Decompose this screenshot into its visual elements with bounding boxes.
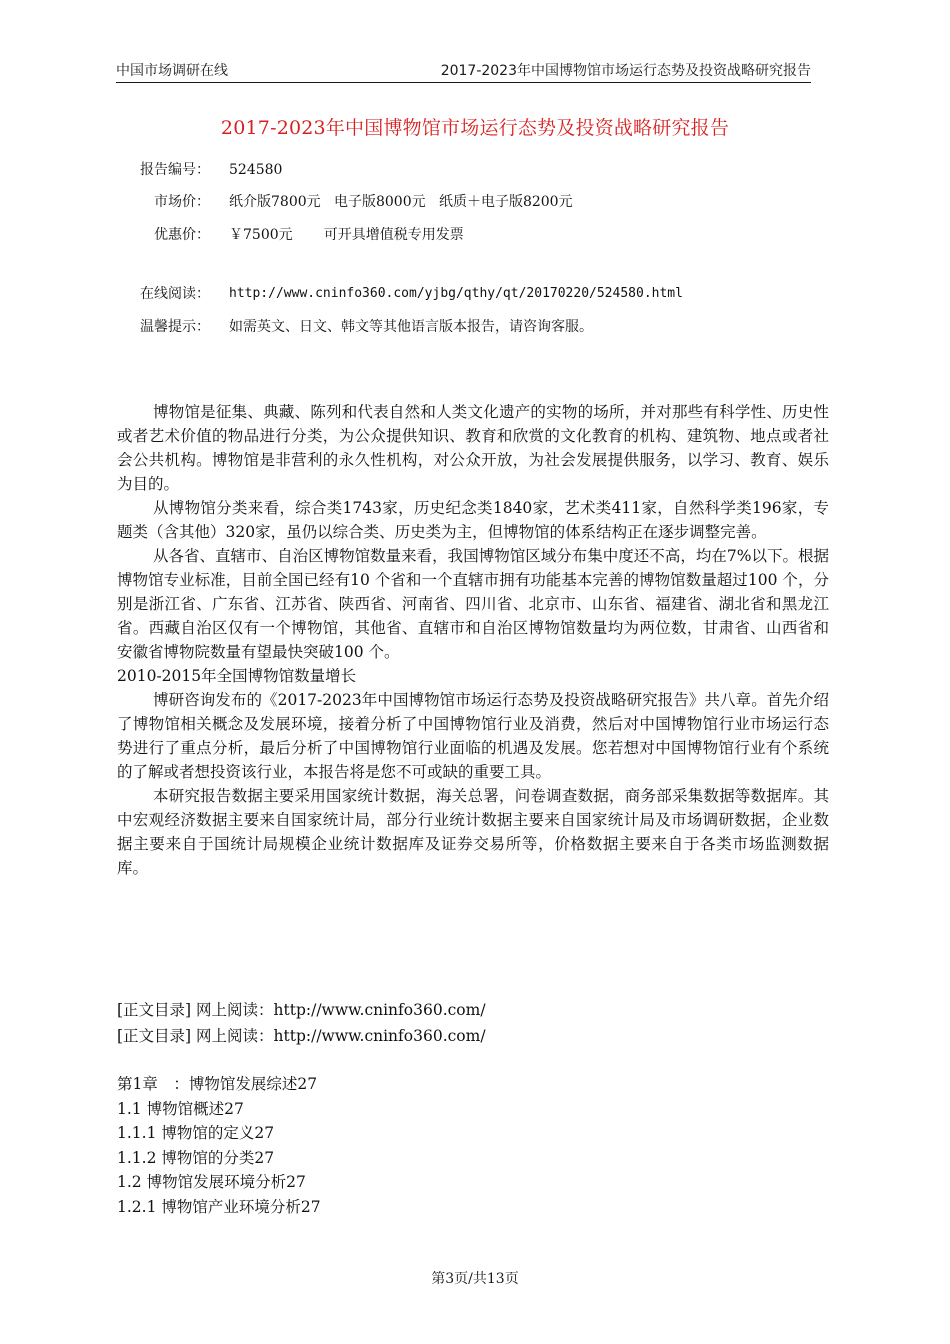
- meta-online: [0, 284, 950, 304]
- meta-discount-label: 优惠价：: [154, 227, 210, 243]
- toc-links: [117, 997, 486, 1049]
- report-body: [117, 400, 829, 880]
- body-paragraph-3: 从各省、直辖市、自治区博物馆数量来看，我国博物馆区域分布集中度还不高，均在7%以下。根据博物馆专业标准，目前全国已经有10 个省和一个直辖市拥有功能基本完善的博物馆数量超过100 个，分别是浙江省、广东省、江苏省、陕西省、河南省、四川省、北京市、山东省、福建省、湖北省和黑龙江省。西藏自治区仅有一个博物馆，其他省、直辖市和自治区博物馆数量均为两位数，甘肃省、山西省和安徽省博物院数量有望最快突破100 个。: [117, 547, 829, 661]
- meta-tip-value: 如需英文、日文、韩文等其他语言版本报告，请咨询客服。: [229, 319, 593, 335]
- meta-tip-label: 温馨提示：: [140, 319, 210, 335]
- page-header: [116, 60, 811, 83]
- body-paragraph-5: 本研究报告数据主要采用国家统计数据，海关总署，问卷调查数据，商务部采集数据等数据库。其中宏观经济数据主要来自国家统计局，部分行业统计数据主要来自国家统计局及市场调研数据，企业数据主要来自于国统计局规模企业统计数据库及证券交易所等，价格数据主要来自于各类市场监测数据库。: [117, 787, 829, 877]
- table-of-contents: [117, 1072, 321, 1219]
- toc-item: 1.2.1 博物馆产业环境分析27: [117, 1197, 321, 1216]
- meta-online-label: 在线阅读：: [140, 286, 210, 302]
- meta-discount-value: ￥7500元 可开具增值税专用发票: [229, 227, 464, 243]
- meta-report-no-label: 报告编号：: [140, 162, 210, 178]
- toc-link[interactable]: [正文目录] 网上阅读：http://www.cninfo360.com/: [117, 1027, 486, 1045]
- header-site-name: 中国市场调研在线: [116, 63, 228, 79]
- header-report-title: 2017-2023年中国博物馆市场运行态势及投资战略研究报告: [440, 63, 811, 79]
- meta-report-no-value: 524580: [229, 162, 283, 178]
- toc-link[interactable]: [正文目录] 网上阅读：http://www.cninfo360.com/: [117, 1001, 486, 1019]
- toc-item: 1.1.2 博物馆的分类27: [117, 1148, 275, 1167]
- report-title: 2017-2023年中国博物馆市场运行态势及投资战略研究报告: [220, 117, 730, 139]
- meta-price-label: 市场价：: [154, 194, 210, 210]
- toc-item: 1.2 博物馆发展环境分析27: [117, 1173, 306, 1191]
- meta-tip: [0, 317, 950, 337]
- body-paragraph-2: 从博物馆分类来看，综合类1743家，历史纪念类1840家，艺术类411家，自然科学类196家，专题类（含其他）320家，虽仍以综合类、历史类为主，但博物馆的体系结构正在逐步调整完善。: [117, 499, 829, 541]
- meta-discount: [0, 225, 950, 245]
- body-paragraph-4: 博研咨询发布的《2017-2023年中国博物馆市场运行态势及投资战略研究报告》共八章。首先介绍了博物馆相关概念及发展环境，接着分析了中国博物馆行业及消费，然后对中国博物馆行业市场运行态势进行了重点分析，最后分析了中国博物馆行业面临的机遇及发展。您若想对中国博物馆行业有个系统的了解或者想投资该行业，本报告将是您不可或缺的重要工具。: [117, 691, 829, 781]
- toc-item: 1.1 博物馆概述27: [117, 1099, 244, 1118]
- page-number: 第3页/共13页: [431, 1271, 519, 1287]
- meta-online-link[interactable]: http://www.cninfo360.com/yjbg/qthy/qt/20170220/524580.html: [229, 286, 683, 301]
- meta-report-no: [0, 160, 950, 180]
- meta-price-value: 纸介版7800元 电子版8000元 纸质＋电子版8200元: [229, 194, 573, 210]
- toc-item: 1.1.1 博物馆的定义27: [117, 1124, 275, 1142]
- toc-item: 第1章 ：博物馆发展综述27: [117, 1075, 318, 1093]
- figure-caption: 2010-2015年全国博物馆数量增长: [117, 667, 357, 685]
- body-paragraph-1: 博物馆是征集、典藏、陈列和代表自然和人类文化遗产的实物的场所，并对那些有科学性、历史性或者艺术价值的物品进行分类，为公众提供知识、教育和欣赏的文化教育的机构、建筑物、地点或者社会公共机构。博物馆是非营利的永久性机构，对公众开放，为社会发展提供服务，以学习、教育、娱乐为目的。: [117, 403, 829, 493]
- meta-price: [0, 192, 950, 212]
